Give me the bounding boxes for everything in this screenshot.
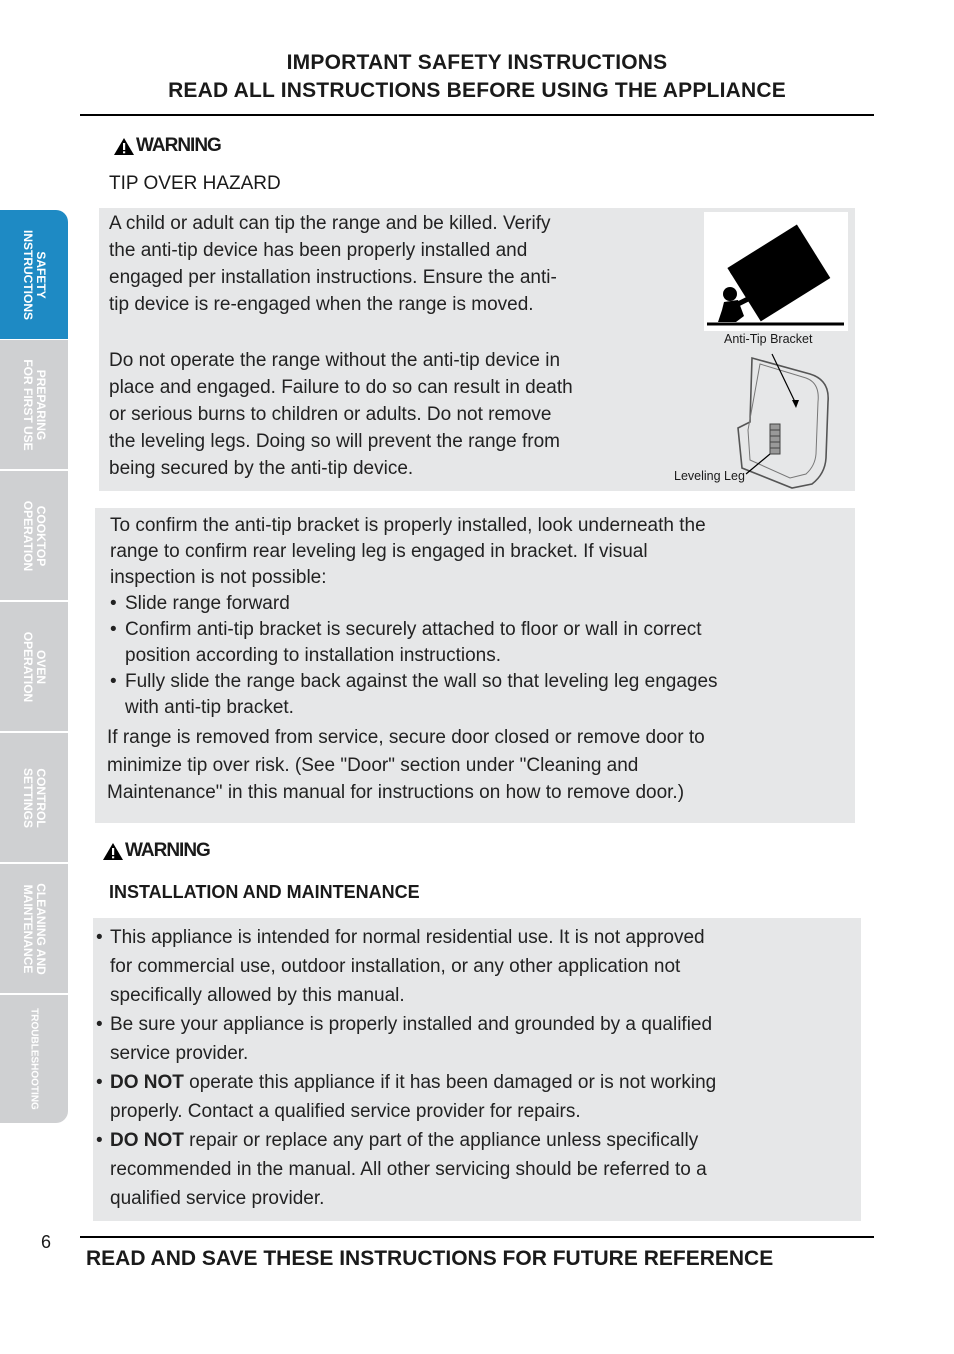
confirm-bullet-list [110,591,718,721]
footer-text: READ AND SAVE THESE INSTRUCTIONS FOR FUTURE REFERENCE [86,1247,774,1270]
list-item: • Slide range forward [110,593,290,614]
sidebar-tab-label: COOKTOP OPERATION [21,500,48,571]
installation-bullet-list [96,923,716,1213]
sidebar-tab-label: CLEANING AND MAINTENANCE [21,882,48,975]
warning-triangle-icon [102,842,124,861]
tip-over-illustration [704,212,848,331]
tip-over-paragraph-1: A child or adult can tip the range and be killed. Verify the anti-tip device has been properly installed and engaged per installation instructions. Ensure the anti- tip device is re-engaged when the range is moved. [109,213,557,315]
anti-tip-bracket-illustration [732,350,842,490]
confirm-intro: To confirm the anti-tip bracket is properly installed, look underneath the range to confirm rear leveling leg is engaged in bracket. If visual inspection is not possible: [110,515,706,588]
sidebar-tab-label: PREPARING FOR FIRST USE [21,358,48,451]
installation-heading: INSTALLATION AND MAINTENANCE [109,882,420,902]
tip-over-paragraph-2: Do not operate the range without the anti-tip device in place and engaged. Failure to do so can result in death or serious burns to children or adults. Do not remove the leveling legs. Doing so will prevent the range from being secured by the anti-tip device. [109,350,573,479]
warning-triangle-icon [113,137,135,156]
sidebar-tab-label: OVEN OPERATION [21,631,48,702]
list-item: • Confirm anti-tip bracket is securely attached to floor or wall in correct position according to installation instructions. [110,619,702,666]
header-title-line2: READ ALL INSTRUCTIONS BEFORE USING THE APPLIANCE [168,79,786,102]
sidebar-tab-cooktop-operation[interactable] [0,471,68,600]
anti-tip-bracket-label: Anti-Tip Bracket [724,332,813,346]
footer-divider [80,1236,874,1238]
page-number: 6 [41,1232,52,1252]
header-divider [80,114,874,116]
sidebar-tab-label: SAFETY INSTRUCTIONS [21,229,48,320]
sidebar-tab-troubleshooting[interactable] [0,995,68,1123]
warning-label-installation: WARNING [102,840,210,862]
tip-over-heading: TIP OVER HAZARD [109,173,281,194]
sidebar-tab-label: CONTROL SETTINGS [21,767,48,828]
list-item: • This appliance is intended for normal residential use. It is not approved for commercial use, outdoor installation, or any other application not specifically allowed by this manual. [96,927,705,1006]
list-item: • DO NOT repair or replace any part of the appliance unless specifically recommended in the manual. All other servicing should be referred to a qualified service provider. [96,1130,707,1209]
removed-service-paragraph: If range is removed from service, secure door closed or remove door to minimize tip over risk. (See "Door" section under "Cleaning and Maintenance" in this manual for instructions on how to remove door.) [107,727,705,803]
list-item: • Be sure your appliance is properly installed and grounded by a qualified service provider. [96,1014,713,1064]
sidebar-tab-oven-operation[interactable] [0,602,68,731]
header-title-line1: IMPORTANT SAFETY INSTRUCTIONS [286,51,668,74]
sidebar-tab-label: TROUBLESHOOTING [28,1008,40,1110]
sidebar-tab-safety-instructions[interactable] [0,210,68,339]
list-item: • Fully slide the range back against the wall so that leveling leg engages with anti-tip bracket. [110,671,718,718]
list-item: • DO NOT operate this appliance if it has been damaged or is not working properly. Contact a qualified service provider for repairs. [96,1072,717,1122]
sidebar-tab-preparing-for-first-use[interactable] [0,340,68,469]
sidebar-tab-control-settings[interactable] [0,733,68,862]
sidebar-tab-cleaning-and-maintenance[interactable] [0,864,68,993]
warning-label-tip-over: WARNING [113,135,221,157]
leveling-leg-label: Leveling Leg [674,469,745,483]
